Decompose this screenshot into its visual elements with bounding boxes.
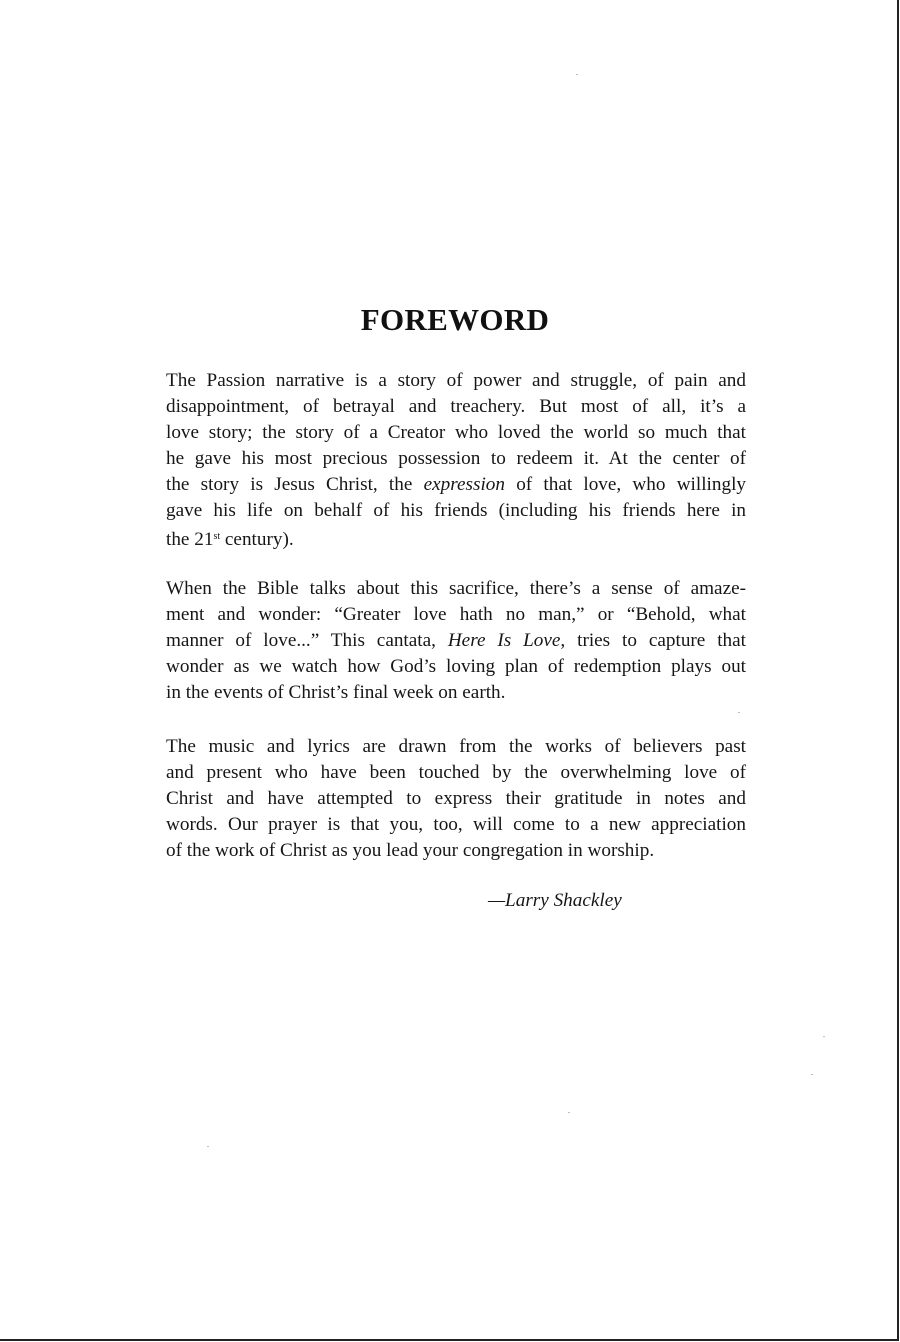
text-line: he gave his most precious possession to redeem it. At the center of — [166, 448, 746, 469]
text-line: disappointment, of betrayal and treachery. But most of all, it’s a — [166, 396, 746, 417]
text-line: wonder as we watch how God’s loving plan of redemption plays out — [166, 656, 746, 677]
scan-speck — [207, 1146, 209, 1147]
text-line: When the Bible talks about this sacrifice, there’s a sense of amaze- — [166, 578, 746, 599]
cantata-title: Here Is Love, — [447, 630, 566, 651]
text-line: words. Our prayer is that you, too, will come to a new appreciation — [166, 814, 746, 835]
text-run: tries to capture that — [565, 630, 746, 651]
scan-speck — [738, 712, 740, 713]
text-run: century). — [220, 529, 294, 550]
ordinal-superscript: st — [213, 531, 221, 542]
text-run: the 21 — [166, 529, 214, 550]
text-line: ment and wonder: “Greater love hath no man,” or “Behold, what — [166, 604, 746, 625]
text-line: Christ and have attempted to express their gratitude in notes and — [166, 788, 746, 809]
text-line: gave his life on behalf of his friends (including his friends here in — [166, 500, 746, 521]
author-signature: —Larry Shackley — [488, 890, 622, 911]
text-line: of the work of Christ as you lead your congregation in worship. — [166, 840, 655, 861]
scan-speck — [576, 74, 578, 75]
page-title: FOREWORD — [360, 302, 550, 337]
text-run: of that love, who willingly — [504, 474, 746, 495]
text-run: manner of love...” This cantata, — [166, 630, 448, 651]
text-run: the story is Jesus Christ, the — [166, 474, 424, 495]
text-line — [166, 524, 746, 550]
italic-expression: expression — [423, 474, 505, 495]
text-line — [166, 472, 746, 498]
text-line: love story; the story of a Creator who loved the world so much that — [166, 422, 746, 443]
paragraph-1 — [166, 368, 746, 550]
scan-speck — [811, 1074, 813, 1075]
scan-speck — [823, 1036, 825, 1037]
text-line — [166, 628, 746, 654]
text-line: The Passion narrative is a story of power and struggle, of pain and — [166, 370, 746, 391]
paragraph-3 — [166, 734, 746, 864]
scan-speck — [568, 1112, 570, 1113]
text-line: The music and lyrics are drawn from the works of believers past — [166, 736, 746, 757]
text-line: and present who have been touched by the overwhelming love of — [166, 762, 746, 783]
text-line: in the events of Christ’s final week on earth. — [166, 682, 506, 703]
paragraph-2 — [166, 576, 746, 706]
